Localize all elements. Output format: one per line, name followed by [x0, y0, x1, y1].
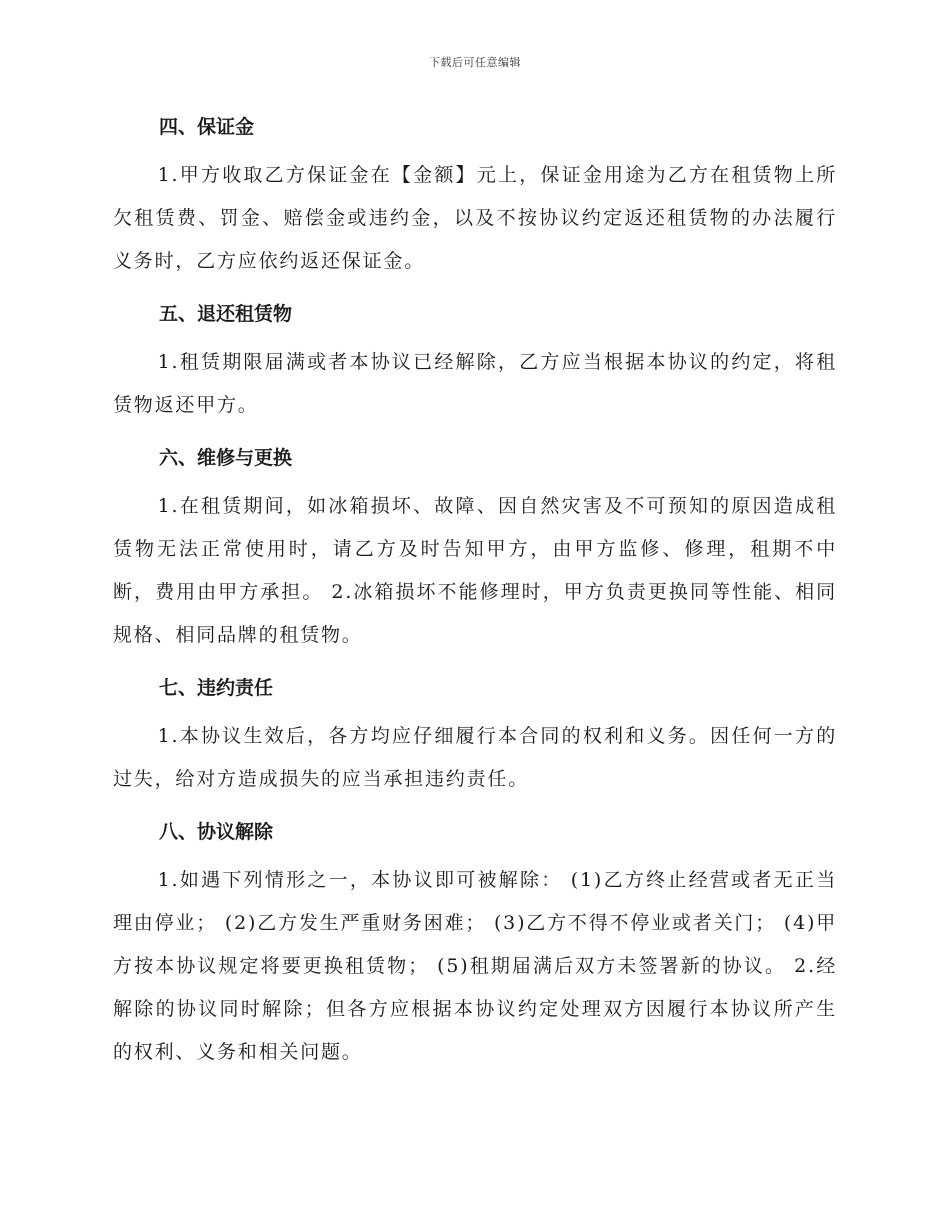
section-maintenance [113, 441, 837, 657]
document-body [113, 110, 837, 1074]
section-liability [113, 671, 837, 801]
section-heading: 七、违约责任 [159, 677, 274, 699]
section-heading: 五、退还租赁物 [159, 303, 293, 325]
section-heading: 四、保证金 [159, 116, 255, 138]
section-paragraph: 1.如遇下列情形之一，本协议即可被解除： (1)乙方终止经营或者无正当理由停业； (2)乙方发生严重财务困难； (3)乙方不得不停业或者关门； (4)甲方按本协议规定将要更换租赁物； (5)租期届满后双方未签署新的协议。 2.经解除的协议同时解除；但各方应根据本协议约定处理双方因履行本协议所产生的权利、义务和相关问题。 [113, 869, 837, 1063]
section-heading: 八、协议解除 [159, 821, 274, 843]
section-heading: 六、维修与更换 [159, 447, 293, 469]
section-paragraph: 1.本协议生效后，各方均应仔细履行本合同的权利和义务。因任何一方的过失，给对方造成损失的应当承担违约责任。 [113, 725, 837, 790]
section-paragraph: 1.在租赁期间，如冰箱损坏、故障、因自然灾害及不可预知的原因造成租赁物无法正常使用时，请乙方及时告知甲方，由甲方监修、修理，租期不中断，费用由甲方承担。 2.冰箱损坏不能修理时，甲方负责更换同等性能、相同规格、相同品牌的租赁物。 [113, 495, 837, 646]
page-header: 下载后可任意编辑 [429, 56, 521, 69]
section-paragraph: 1.租赁期限届满或者本协议已经解除，乙方应当根据本协议的约定，将租赁物返还甲方。 [113, 351, 837, 416]
section-deposit [113, 110, 837, 283]
section-termination [113, 815, 837, 1074]
section-return-lease [113, 297, 837, 427]
section-paragraph: 1.甲方收取乙方保证金在【金额】元上，保证金用途为乙方在租赁物上所欠租赁费、罚金、赔偿金或违约金，以及不按协议约定返还租赁物的办法履行义务时，乙方应依约返还保证金。 [113, 164, 837, 272]
